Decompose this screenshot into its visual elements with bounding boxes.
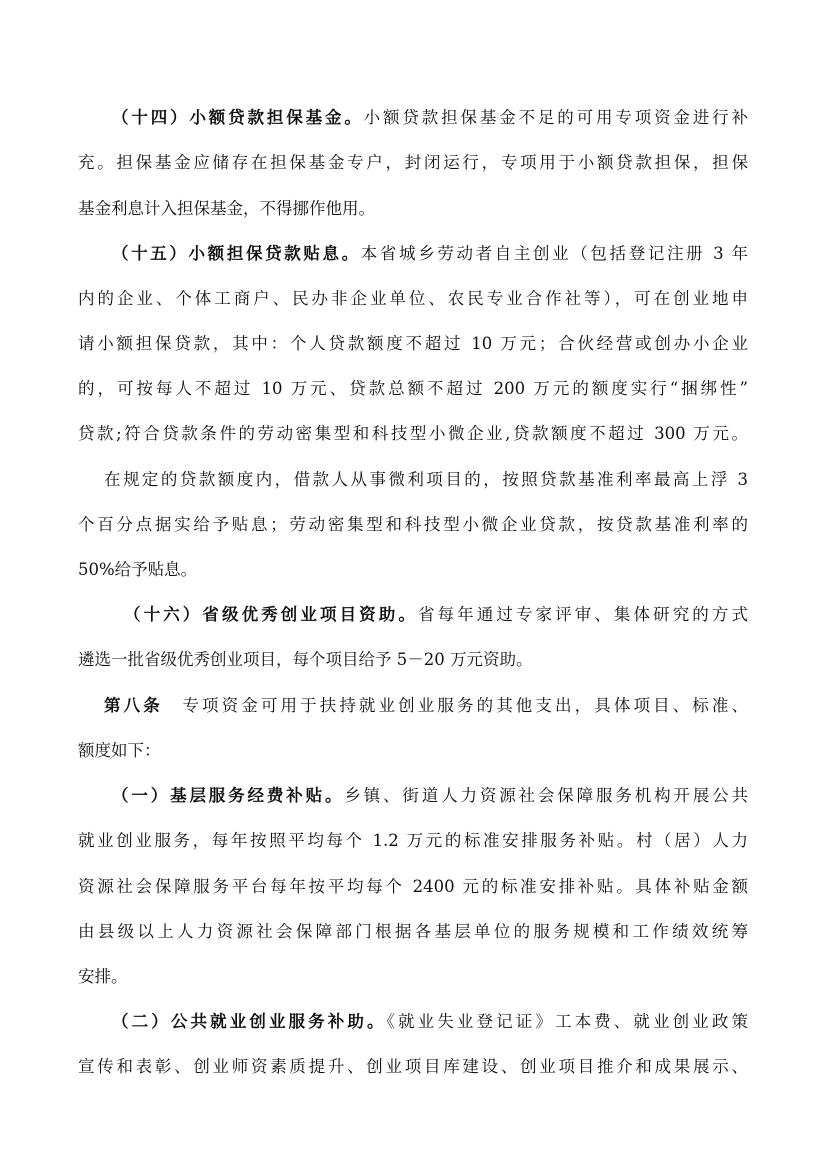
text-run: 充。担保基金应储存在担保基金专户，封闭运行，专项用于小额贷款担保，担保 [78,153,748,172]
para-15-line-4 [78,374,748,404]
para-14-line-2 [78,148,748,178]
item-1-heading: （一）基层服务经费补贴。 [112,786,345,805]
text-run: 的，可按每人不超过 10 万元、贷款总额不超过 200 万元的额度实行“捆绑性” [78,379,748,398]
article-8-line-2 [78,736,748,766]
item-1-line-2 [78,826,748,856]
item-2-line-1 [112,1007,748,1037]
para-16-line-1 [124,600,748,630]
text-run: 遴选一批省级优秀创业项目，每个项目给予 5－20 万元资助。 [78,650,533,669]
text-run: 内的企业、个体工商户、民办非企业单位、农民专业合作社等），可在创业地申 [78,289,748,308]
item-2-text: 《就业失业登记证》工本费、就业创业政策 [386,1012,748,1031]
item-1-line-5 [78,962,748,992]
para-15b-line-3 [78,555,748,585]
article-8-heading: 第八条 [104,696,163,715]
para-16-line-2 [78,645,748,675]
para-16-text: 省每年通过专家评审、集体研究的方式 [417,605,748,624]
para-14-line-3 [78,194,748,224]
text-run: 基金利息计入担保基金，不得挪作他用。 [78,199,375,218]
text-run: 个百分点据实给予贴息；劳动密集型和科技型小微企业贷款，按贷款基准利率的 [78,515,748,534]
para-15-heading: （十五）小额担保贷款贴息。 [112,244,361,263]
text-run: 由县级以上人力资源社会保障部门根据各基层单位的服务规模和工作绩效统筹 [78,922,748,941]
para-15-line-5 [78,419,748,449]
article-8-line-1 [104,691,748,721]
text-run: 在规定的贷款额度内，借款人从事微利项目的，按照贷款基准利率最高上浮 3 [104,470,748,489]
para-15b-line-1 [104,465,748,495]
item-1-line-1 [112,781,748,811]
text-run: 请小额担保贷款，其中：个人贷款额度不超过 10 万元；合伙经营或创办小企业 [78,334,748,353]
para-15-text: 本省城乡劳动者自主创业（包括登记注册 3 年 [360,244,748,263]
text-run: 安排。 [78,967,128,986]
item-1-line-3 [78,872,748,902]
item-1-line-4 [78,917,748,947]
para-16-heading: （十六）省级优秀创业项目资助。 [124,605,418,624]
para-14-line-1 [112,103,748,133]
text-run: 额度如下： [78,741,161,760]
text-run: 就业创业服务，每年按照平均每个 1.2 万元的标准安排服务补贴。村（居）人力 [78,831,748,850]
para-14-text: 小额贷款担保基金不足的可用专项资金进行补 [363,108,748,127]
para-15-line-1 [112,239,748,269]
para-14-heading: （十四）小额贷款担保基金。 [112,108,364,127]
text-run: 宣传和表彰、创业师资素质提升、创业项目库建设、创业项目推介和成果展示、 [78,1057,748,1076]
para-15-line-3 [78,329,748,359]
text-run: 50%给予贴息。 [78,560,198,579]
text-run: 贷款;符合贷款条件的劳动密集型和科技型小微企业,贷款额度不超过 300 万元。 [78,424,748,443]
item-2-heading: （二）公共就业创业服务补助。 [112,1012,387,1031]
item-1-text: 乡镇、街道人力资源社会保障服务机构开展公共 [344,786,748,805]
text-run: 资源社会保障服务平台每年按平均每个 2400 元的标准安排补贴。具体补贴金额 [78,877,748,896]
para-15b-line-2 [78,510,748,540]
article-8-text: 专项资金可用于扶持就业创业服务的其他支出，具体项目、标准、 [162,696,748,715]
item-2-line-2 [78,1052,748,1082]
para-15-line-2 [78,284,748,314]
